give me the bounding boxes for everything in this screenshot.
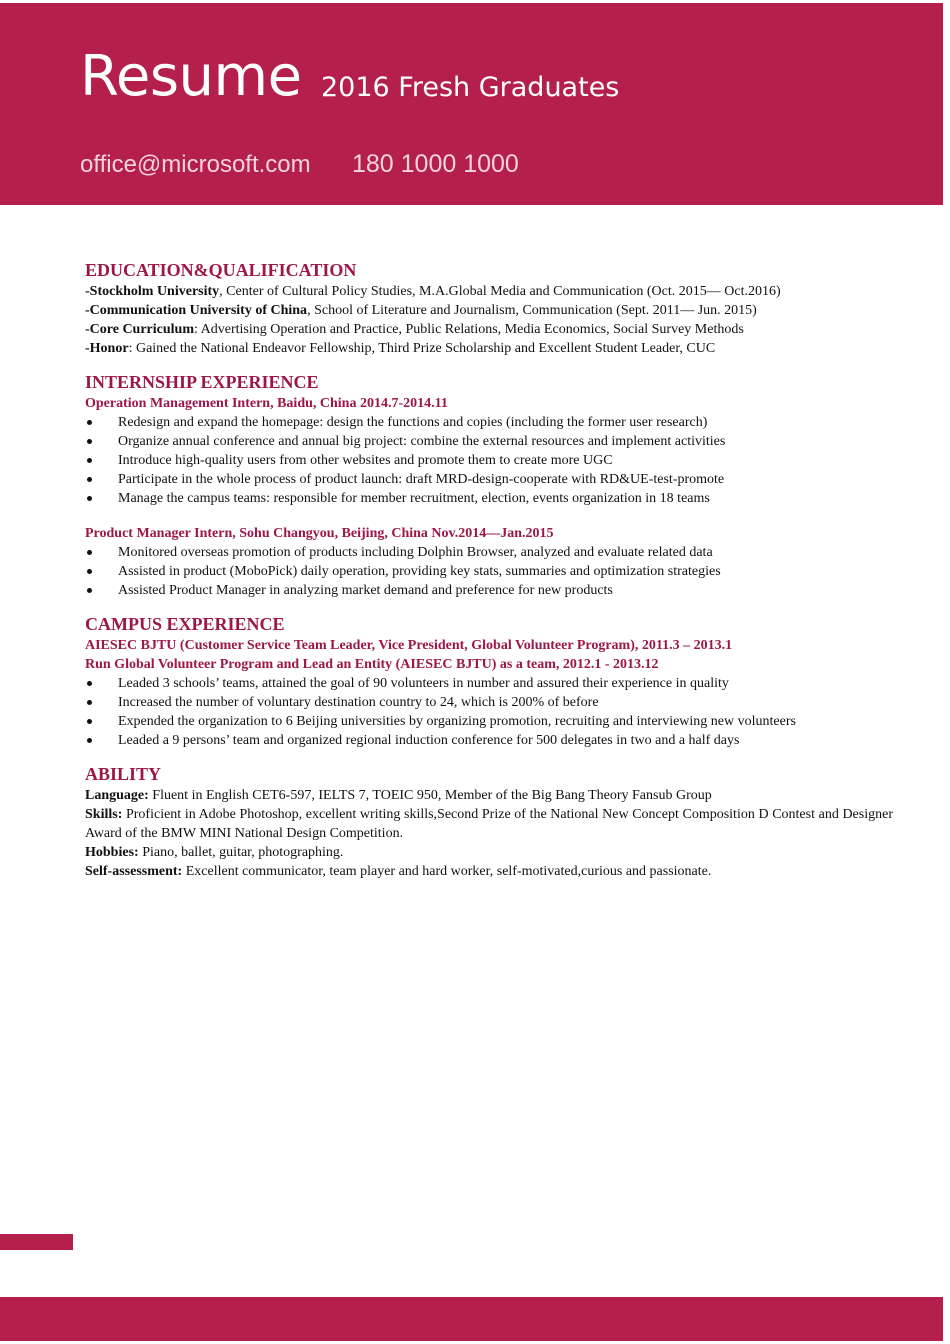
campus-bullets (85, 674, 893, 750)
decorative-bar (0, 1234, 73, 1250)
list-item: Organize annual conference and annual big project: combine the external resources and implement activities (85, 432, 893, 451)
list-item: Redesign and expand the homepage: design the functions and copies (including the former user research) (85, 413, 893, 432)
section-title-campus: CAMPUS EXPERIENCE (85, 614, 285, 634)
education-list (85, 282, 893, 358)
list-item: Assisted in product (MoboPick) daily operation, providing key stats, summaries and optimization strategies (85, 562, 893, 581)
job-heading-sohu: Product Manager Intern, Sohu Changyou, Beijing, China Nov.2014—Jan.2015 (85, 526, 554, 541)
education-item: -Honor: Gained the National Endeavor Fellowship, Third Prize Scholarship and Excellent Student Leader, CUC (85, 341, 716, 356)
campus-heading: AIESEC BJTU (Customer Service Team Leader, Vice President, Global Volunteer Program), 2011.3 – 2013.1 (85, 638, 733, 653)
list-item: Leaded 3 schools’ teams, attained the goal of 90 volunteers in number and assured their experience in quality (85, 674, 893, 693)
list-item: Leaded a 9 persons’ team and organized regional induction conference for 500 delegates in two and a half days (85, 731, 893, 750)
education-item: -Communication University of China, School of Literature and Journalism, Communication (Sept. 2011— Jun. 2015) (85, 303, 757, 318)
list-item: Increased the number of voluntary destination country to 24, which is 200% of before (85, 693, 893, 712)
resume-title: Resume (80, 44, 302, 109)
section-title-ability: ABILITY (85, 764, 162, 784)
list-item: Introduce high-quality users from other websites and promote them to create more UGC (85, 451, 893, 470)
education-item: -Core Curriculum: Advertising Operation and Practice, Public Relations, Media Economics, Social Survey Methods (85, 322, 744, 337)
list-item: Manage the campus teams: responsible for member recruitment, election, events organization in 18 teams (85, 489, 893, 508)
ability-item: Self-assessment: Excellent communicator, team player and hard worker, self-motivated,curious and passionate. (85, 864, 712, 879)
ability-item: Hobbies: Piano, ballet, guitar, photographing. (85, 845, 344, 860)
list-item: Participate in the whole process of product launch: draft MRD-design-cooperate with RD&UE-test-promote (85, 470, 893, 489)
campus-heading: Run Global Volunteer Program and Lead an Entity (AIESEC BJTU) as a team, 2012.1 - 2013.12 (85, 657, 659, 672)
job-heading-baidu: Operation Management Intern, Baidu, China 2014.7-2014.11 (85, 396, 448, 411)
job-bullets-sohu (85, 543, 893, 600)
ability-item: Skills: Proficient in Adobe Photoshop, excellent writing skills,Second Prize of the National New Concept Composition D Contest and Designer Award of the BMW MINI National Design Competition. (85, 807, 893, 841)
section-title-education: EDUCATION&QUALIFICATION (85, 260, 357, 280)
ability-item: Language: Fluent in English CET6-597, IELTS 7, TOEIC 950, Member of the Big Bang Theory Fansub Group (85, 788, 712, 803)
contact-phone: 180 1000 1000 (352, 150, 519, 178)
list-item: Assisted Product Manager in analyzing market demand and preference for new products (85, 581, 893, 600)
section-title-internship: INTERNSHIP EXPERIENCE (85, 372, 319, 392)
ability-list (85, 786, 893, 881)
contact-email: office@microsoft.com (80, 151, 311, 178)
education-item: -Stockholm University, Center of Cultural Policy Studies, M.A.Global Media and Communication (Oct. 2015— Oct.2016) (85, 284, 781, 299)
list-item: Monitored overseas promotion of products including Dolphin Browser, analyzed and evaluate related data (85, 543, 893, 562)
footer-banner (0, 1297, 943, 1341)
job-bullets-baidu (85, 413, 893, 508)
resume-body (85, 258, 893, 881)
list-item: Expended the organization to 6 Beijing universities by organizing promotion, recruiting and interviewing new volunteers (85, 712, 893, 731)
resume-subtitle: 2016 Fresh Graduates (321, 72, 620, 103)
header-banner (0, 3, 943, 205)
